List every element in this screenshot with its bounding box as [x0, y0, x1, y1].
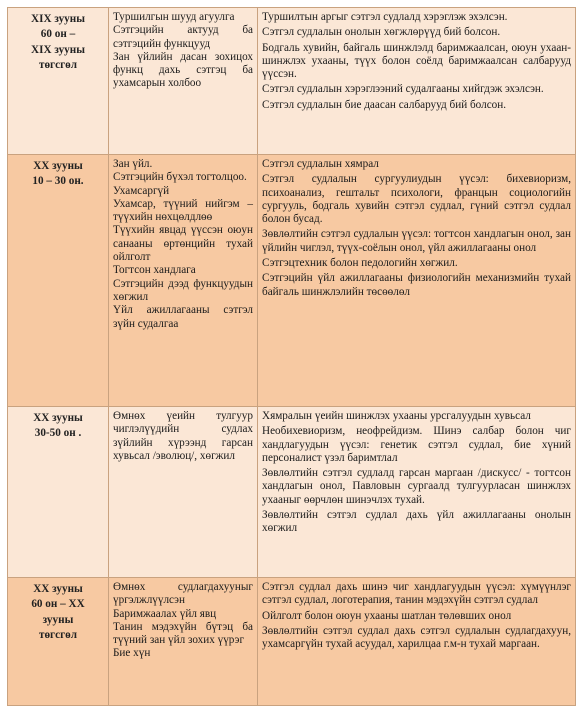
period-cell [8, 578, 109, 706]
detail-item: Зөвлөлтийн сэтгэл судлал дахь сэтгэл судлалын судлагдахуун, ухамсаргүйн тухай асуудал, харилцаа г.м-н тухай маргаан. [262, 624, 571, 651]
topic-item: Сэтгэцийн актууд ба сэтгэцийн функцууд [113, 24, 253, 50]
topic-item: Бие хүн [113, 647, 151, 660]
period-line: XX зууны [33, 583, 83, 595]
topic-item: Өмнөх судлагдахууныг үргэлжлүүлсэн [113, 581, 253, 607]
detail-item: Сэтгэл судлалын хямрал [262, 158, 379, 170]
detail-item: Ойлголт болон оюун ухааны шатлан төлөвших онол [262, 609, 512, 622]
topic-item: Зан үйл. [113, 158, 153, 170]
topics-cell [109, 155, 258, 407]
period-line: 30-50 он . [34, 427, 82, 440]
topic-item: Ухамсар, түүний нийгэм –түүхийн нөхцөлдлөө [113, 197, 253, 224]
topics-cell [109, 8, 258, 155]
topic-item: Түүхийн явцад үүссэн оюун санааны өртөнцийн тухай ойлголт [113, 224, 253, 264]
period-line: төгсгөл [38, 628, 78, 641]
topic-item: Сэтгэцийн дээд функцуудын хөгжил [113, 277, 253, 303]
period-line: 10 – 30 он. [32, 175, 84, 188]
period-line: XIX зууны [31, 13, 85, 25]
topic-item: Баримжаалах үйл явц [113, 607, 217, 620]
detail-item: Зөвлөлтийн сэтгэл судлалд гарсан маргаан /дискусс/ - тогтсон хандлагын онол, Павловын сургаалд тулгуурласан шинжлэх ухааныг өөрчлөн шинэчлэх тухай. [262, 467, 571, 506]
detail-item: Туршилтын аргыг сэтгэл судлалд хэрэглэж эхэлсэн. [262, 11, 508, 23]
period-cell [8, 155, 109, 407]
period-cell [8, 407, 109, 578]
details-cell [258, 578, 576, 706]
topic-item: Сэтгэцийн бүхэл тогтолцоо. [113, 171, 247, 184]
topic-item: Танин мэдэхүйн бүтэц ба түүний зан үйл зохих үүрэг [113, 620, 253, 647]
topics-cell [109, 407, 258, 578]
topic-item: Өмнөх үеийн тулгуур чиглэлүүдийн судлах зүйлийн хүрээнд гарсан хувьсал /эволюц/, хөгжил [113, 410, 253, 462]
detail-item: Сэтгэл судлалын хэрэглээний судалгааны хийгдэж эхэлсэн. [262, 83, 544, 96]
detail-item: Зөвлөлтийн сэтгэл судлалын үүсэл: тогтсон хандлагын онол, зан үйлийн чиглэл, түүх-соёлын онол, үйл ажиллагааны онол [262, 228, 571, 254]
history-table [7, 7, 576, 706]
period-line: XX зууны [33, 412, 83, 424]
period-line: 60 он – [40, 28, 76, 41]
period-line: XIX зууны [31, 43, 85, 56]
detail-item: Хямралын үеийн шинжлэх ухааны урсгалуудын хувьсал [262, 410, 531, 422]
detail-item: Зөвлөлтийн сэтгэл судлал дахь үйл ажиллагааны онолын хөгжил [262, 509, 571, 535]
detail-item: Бодгаль хувийн, байгаль шинжлэлд баримжаалсан, оюун ухаан-шинжлэх ухааны, түүх болон соёлд баримжаалсан салбарууд үүссэн. [262, 41, 571, 81]
table-row [8, 155, 576, 407]
detail-item: Сэтгэл судлалын онолын хөгжлөрүүд бий болсон. [262, 26, 501, 39]
topic-item: Ухамсаргүй [113, 184, 170, 197]
detail-item: Сэтгэцтехник болон педологийн хөгжил. [262, 257, 458, 270]
period-line: төгсгөл [38, 58, 78, 71]
topic-item: Тогтсон хандлага [113, 264, 196, 277]
period-line: 60 он – XX [31, 598, 85, 611]
detail-item: Сэтгэл судлалын сургуулиудын үүсэл: бихевиоризм, психоанализ, гештальт психологи, францын социологийн сургууль, бодгаль хувийн сэтгэл судлал, гүний сэтгэл судлал болон бусад. [262, 173, 571, 226]
topic-item: Зан үйлийн дасан зохицох функц дахь сэтгэц ба ухамсарын холбоо [113, 50, 253, 90]
table-row [8, 407, 576, 578]
table-row [8, 578, 576, 706]
detail-item: Сэтгэцийн үйл ажиллагааны физиологийн механизмийн тухай байгаль шинжлэлийн төсөөлөл [262, 272, 571, 298]
period-line: зууны [42, 613, 74, 626]
topic-item: Туршилгын шууд агуулга [113, 11, 235, 23]
period-line: XX зууны [33, 160, 83, 172]
detail-item: Сэтгэл судлалын бие даасан салбарууд бий болсон. [262, 98, 507, 111]
detail-item: Сэтгэл судлал дахь шинэ чиг хандлагуудын үүсэл: хүмүүнлэг сэтгэл судлал, логотерапия, танин мэдэхүйн сэтгэл судлал [262, 581, 571, 607]
topic-item: Үйл ажиллагааны сэтгэл зүйн судалгаа [113, 304, 253, 330]
period-cell [8, 8, 109, 155]
details-cell [258, 407, 576, 578]
detail-item: Необихевиоризм, неофрейдизм. Шинэ салбар болон чиг хандлагуудын үүсэл: генетик сэтгэл судлал, бие хүний персоналист үзэл баримтлал [262, 425, 571, 464]
details-cell [258, 155, 576, 407]
table-row [8, 8, 576, 155]
details-cell [258, 8, 576, 155]
topics-cell [109, 578, 258, 706]
